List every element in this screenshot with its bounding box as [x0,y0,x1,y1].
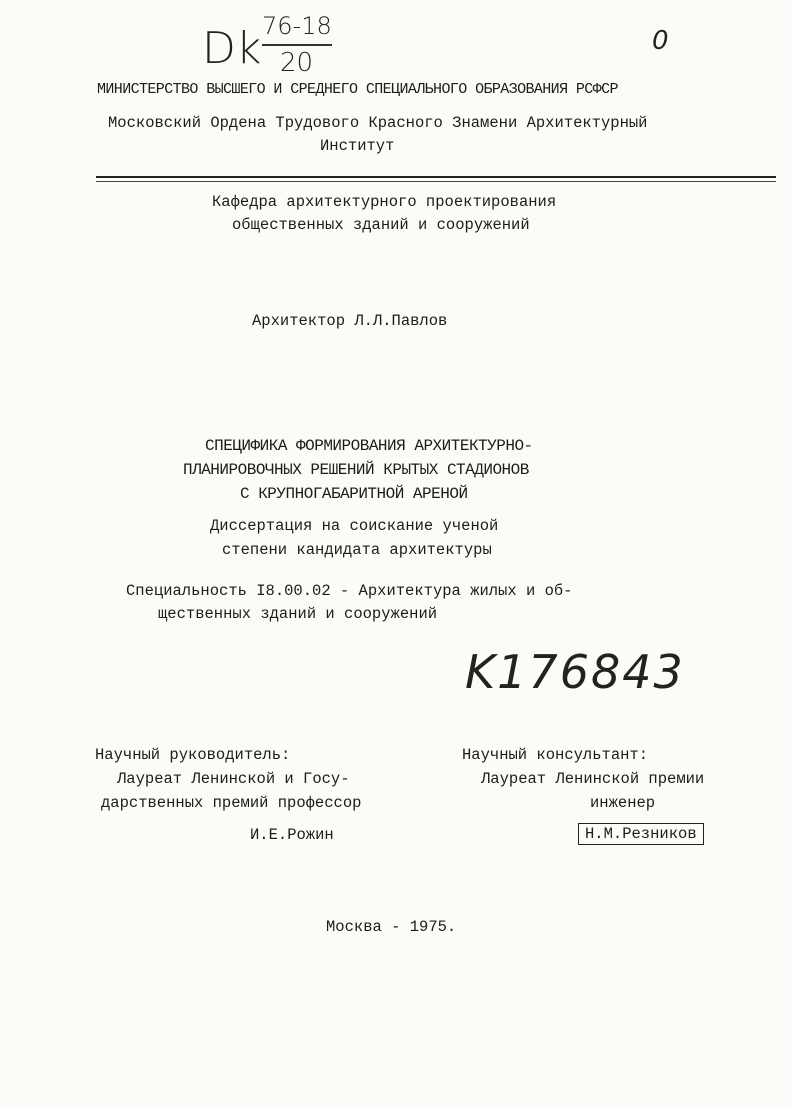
degree-line-1: Диссертация на соискание ученой [210,517,499,535]
department-line-2: общественных зданий и сооружений [232,216,530,234]
title-line-1: СПЕЦИФИКА ФОРМИРОВАНИЯ АРХИТЕКТУРНО- [205,437,533,455]
handwritten-fraction-bar [262,44,332,46]
institute-line-2: Институт [320,137,395,155]
handwritten-inventory-number: K176843 [465,645,685,699]
consultant-line-1: Лауреат Ленинской премии [481,770,705,788]
handwritten-fraction-bottom: 20 [280,48,314,78]
header-rule-thin [96,181,776,182]
handwritten-fraction-top: 76-18 [262,12,332,40]
supervisor-line-2: дарственных премий профессор [101,794,362,812]
handwritten-corner-mark: 0 [652,26,669,56]
specialty-line-1: Специальность I8.00.02 - Архитектура жилых и об- [126,582,573,600]
consultant-name: Н.М.Резников [578,823,704,845]
handwritten-code-prefix: Dk [202,23,262,74]
consultant-label: Научный консультант: [462,746,649,764]
header-rule-thick [96,176,776,178]
specialty-line-2: щественных зданий и сооружений [158,605,438,623]
place-year: Москва - 1975. [326,918,457,936]
supervisor-label: Научный руководитель: [95,746,291,764]
department-line-1: Кафедра архитектурного проектирования [212,193,557,211]
degree-line-2: степени кандидата архитектуры [222,541,492,559]
supervisor-name: И.Е.Рожин [250,826,334,844]
title-line-2: ПЛАНИРОВОЧНЫХ РЕШЕНИЙ КРЫТЫХ СТАДИОНОВ [183,461,529,479]
ministry-line: МИНИСТЕРСТВО ВЫСШЕГО И СРЕДНЕГО СПЕЦИАЛЬНОГО ОБРАЗОВАНИЯ РСФСР [97,81,618,98]
author-line: Архитектор Л.Л.Павлов [252,312,448,330]
title-line-3: С КРУПНОГАБАРИТНОЙ АРЕНОЙ [240,485,468,503]
consultant-line-2: инженер [590,794,656,812]
supervisor-line-1: Лауреат Ленинской и Госу- [117,770,350,788]
institute-line-1: Московский Ордена Трудового Красного Знамени Архитектурный [108,114,648,132]
